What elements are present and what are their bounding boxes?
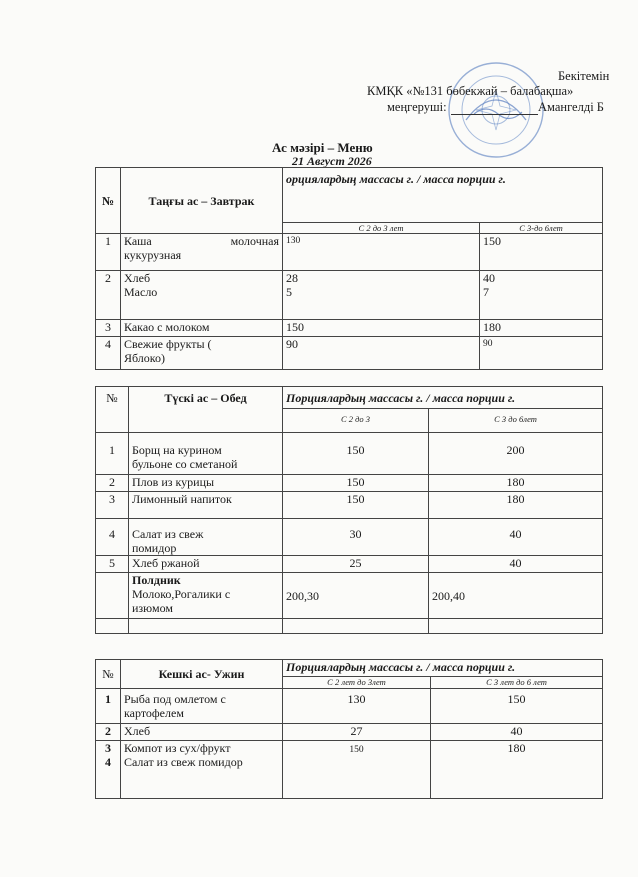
header-mass: Порциялардың массасы г. / масса порции г.: [283, 660, 603, 677]
header-age-2: С 3 до 6лет: [429, 409, 603, 433]
header-age-2: С 3 лет до 6 лет: [431, 677, 603, 689]
dish-name: [121, 271, 283, 320]
dish-name: Какао с молоком: [121, 320, 283, 337]
header-age-1: С 2 лет до 3лет: [283, 677, 431, 689]
table-row: [96, 724, 603, 741]
dish-name: [129, 433, 283, 475]
row-no: 4: [96, 337, 121, 370]
row-no: 2: [96, 475, 129, 492]
empty-cell: [429, 619, 603, 634]
mass-age-1: 150: [283, 492, 429, 519]
mass-age-1: 150: [283, 741, 431, 799]
row-no: 2: [96, 271, 121, 320]
snack-name: [129, 573, 283, 619]
dish-name: Салат из свеж помидор: [124, 755, 243, 769]
table-row: [96, 492, 603, 519]
table-row-empty: [96, 619, 603, 634]
header-mass: орциялардың массасы г. / масса порции г.: [283, 168, 603, 223]
table-row: [96, 433, 603, 475]
dish-name: [121, 689, 283, 724]
mass-age-1: 150: [283, 475, 429, 492]
row-no: 1: [96, 689, 121, 724]
mass-age-1: 30: [283, 519, 429, 556]
mass-age-2: 200,40: [429, 573, 603, 619]
mass-age-1: 25: [283, 556, 429, 573]
table-row: [96, 271, 603, 320]
dinner-table: [95, 659, 603, 799]
empty-cell: [283, 619, 429, 634]
row-no: 3: [96, 320, 121, 337]
mass-value: 40: [483, 271, 495, 285]
dish-name-line: Молоко,Рогалики с: [132, 587, 231, 601]
dish-name-line: бульоне со сметаной: [132, 457, 238, 471]
mass-age-2: 150: [431, 689, 603, 724]
table-row-snack: [96, 573, 603, 619]
dish-name-line: изюмом: [132, 601, 173, 615]
header-no: №: [96, 168, 121, 234]
dish-name: Лимонный напиток: [129, 492, 283, 519]
approval-signatory-name: Амангелді Б: [538, 100, 604, 114]
mass-value: 5: [286, 285, 292, 299]
table-row: [96, 689, 603, 724]
table-row-group: [96, 741, 603, 799]
mass-age-1: 150: [283, 433, 429, 475]
mass-age-1: 130: [283, 689, 431, 724]
header-meal: Түскі ас – Обед: [129, 387, 283, 433]
row-no: 2: [96, 724, 121, 741]
row-no-group: [96, 741, 121, 799]
dish-name-line: Борщ на курином: [132, 443, 222, 457]
mass-age-1: [283, 271, 480, 320]
row-no: [96, 573, 129, 619]
approval-line-1: Бекітемін: [558, 69, 610, 83]
dish-name: Хлеб ржаной: [129, 556, 283, 573]
official-seal-stamp: [446, 60, 546, 160]
table-row: [96, 320, 603, 337]
row-no: 4: [96, 519, 129, 556]
mass-age-2: 150: [480, 234, 603, 271]
table-row: [96, 234, 603, 271]
table-row: [96, 337, 603, 370]
table-row: [96, 556, 603, 573]
header-no: №: [96, 660, 121, 689]
dish-name: [129, 519, 283, 556]
mass-age-1: 150: [283, 320, 480, 337]
dish-name-line: Каша молочная: [124, 234, 279, 248]
table-row: [96, 519, 603, 556]
mass-age-2: 180: [429, 492, 603, 519]
mass-age-2: 180: [480, 320, 603, 337]
mass-age-2: 40: [429, 519, 603, 556]
dish-name-line: Хлеб: [124, 271, 151, 285]
header-meal: Таңғы ас – Завтрак: [121, 168, 283, 234]
dish-name: Хлеб: [121, 724, 283, 741]
dish-name: Плов из курицы: [129, 475, 283, 492]
menu-date: 21 Август 2026: [292, 154, 372, 168]
header-age-2: С 3-до 6лет: [480, 223, 603, 234]
mass-age-2: 90: [480, 337, 603, 370]
snack-title: Полдник: [132, 573, 181, 587]
approval-signatory-label: меңгеруші:: [387, 100, 447, 114]
mass-age-2: 180: [429, 475, 603, 492]
dish-name-line: Рыба под омлетом с: [124, 692, 226, 706]
page-title: Ас мәзірі – Меню: [272, 140, 373, 155]
dish-name: [121, 337, 283, 370]
mass-age-2: 180: [431, 741, 603, 799]
mass-age-1: 27: [283, 724, 431, 741]
dish-name-group: [121, 741, 283, 799]
mass-age-2: 200: [429, 433, 603, 475]
mass-age-1: 90: [283, 337, 480, 370]
mass-age-2: [480, 271, 603, 320]
approval-line-2: КМҚК «№131 бөбекжай – балабақша»: [367, 84, 574, 98]
signature-line: [451, 114, 538, 115]
breakfast-table: [95, 167, 603, 370]
mass-age-1: 200,30: [283, 573, 429, 619]
header-meal: Кешкі ас- Ужин: [121, 660, 283, 689]
dish-name: [121, 234, 283, 271]
table-row: [96, 475, 603, 492]
mass-value: 28: [286, 271, 298, 285]
row-no: 3: [105, 741, 111, 755]
mass-age-1: 130: [283, 234, 480, 271]
row-no: 1: [96, 234, 121, 271]
row-no: 3: [96, 492, 129, 519]
empty-cell: [96, 619, 129, 634]
header-no: №: [96, 387, 129, 433]
dish-name-line: Масло: [124, 285, 158, 299]
header-age-1: С 2 до 3 лет: [283, 223, 480, 234]
mass-age-2: 40: [431, 724, 603, 741]
dish-name-line: Яблоко): [124, 351, 166, 365]
header-age-1: С 2 до 3: [283, 409, 429, 433]
mass-value: 7: [483, 285, 489, 299]
dish-name-line: кукурузная: [124, 248, 182, 262]
row-no: 5: [96, 556, 129, 573]
dish-name-line: помидор: [132, 541, 177, 555]
dish-name-line: Салат из свеж: [132, 527, 204, 541]
dish-name-line: картофелем: [124, 706, 184, 720]
mass-age-2: 40: [429, 556, 603, 573]
dish-name: Компот из сух/фрукт: [124, 741, 231, 755]
empty-cell: [129, 619, 283, 634]
dish-name-line: Свежие фрукты (: [124, 337, 212, 351]
row-no: 1: [96, 433, 129, 475]
header-mass: Порциялардың массасы г. / масса порции г.: [283, 387, 603, 409]
row-no: 4: [105, 755, 111, 769]
lunch-table: [95, 386, 603, 634]
